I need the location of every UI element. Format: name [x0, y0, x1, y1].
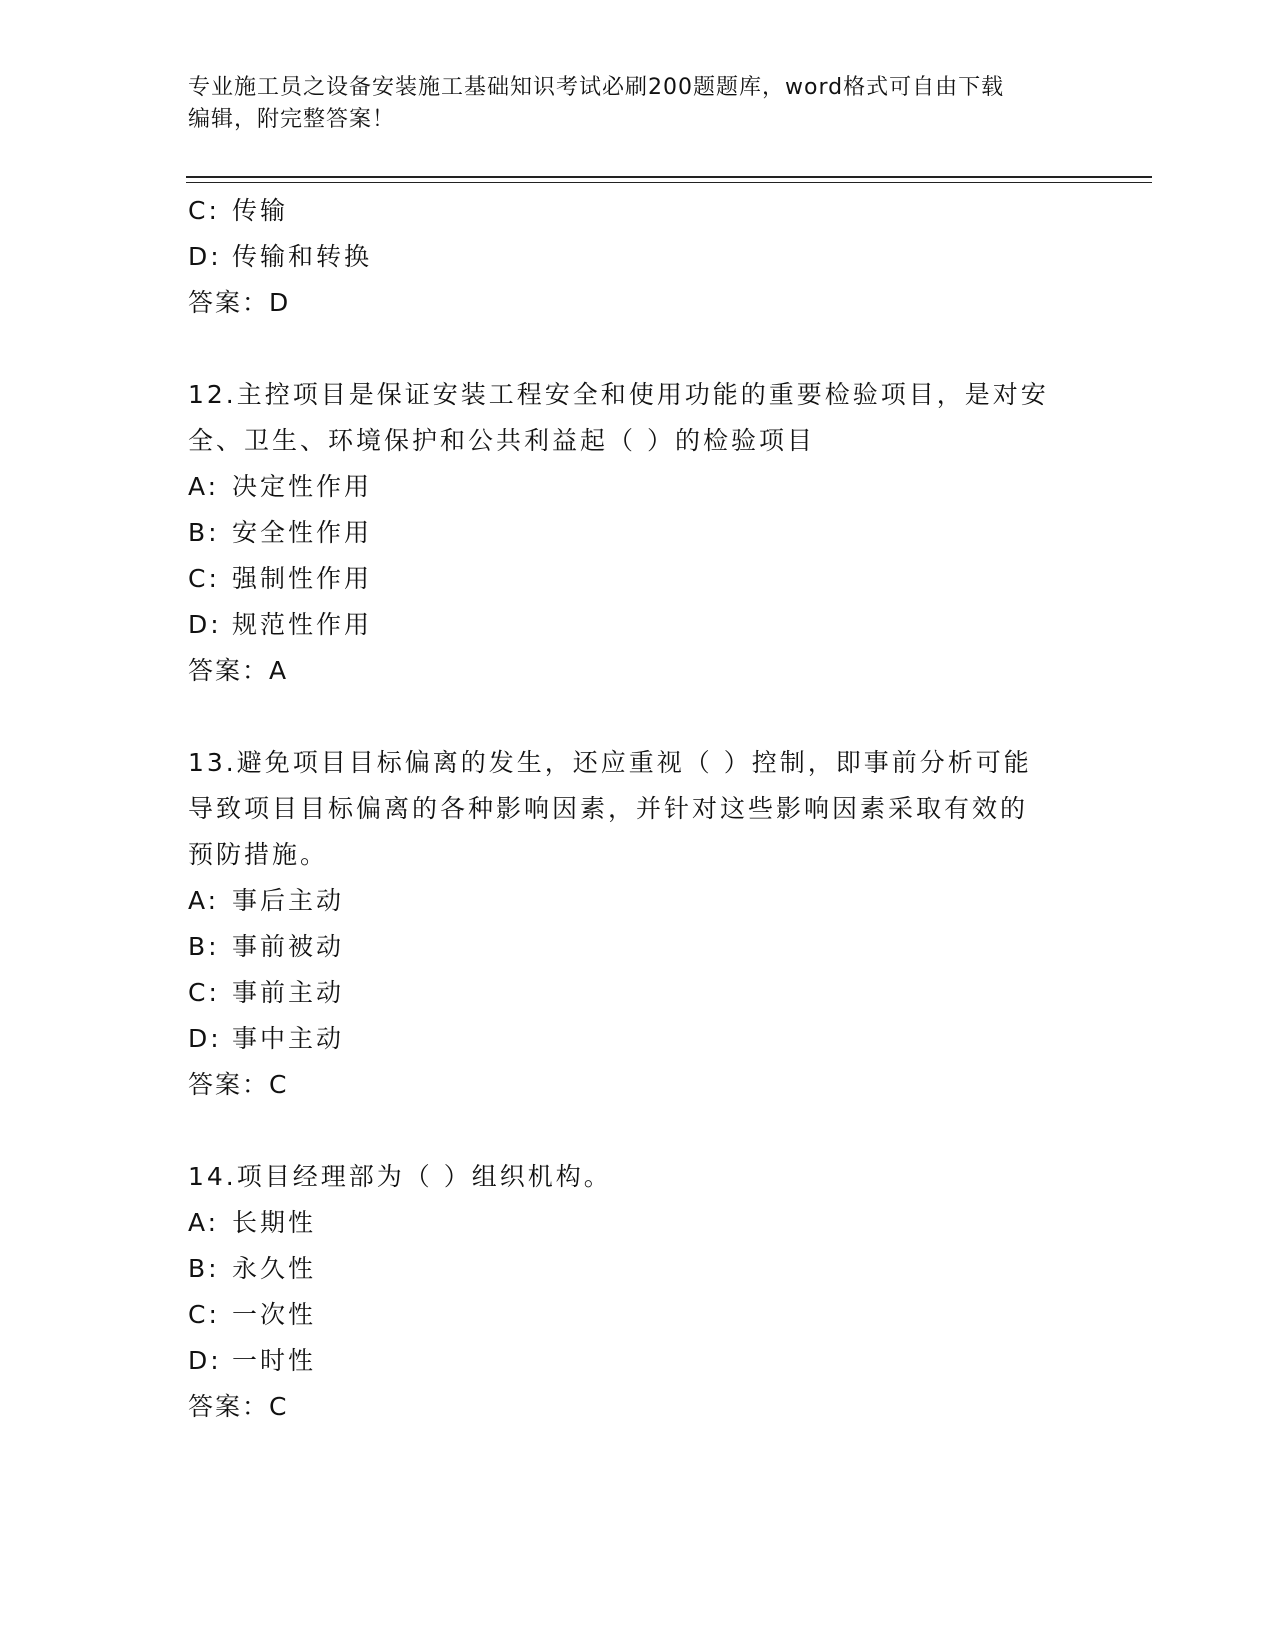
option-b — [188, 510, 1088, 556]
header-title-line-1: 专业施工员之设备安装施工基础知识考试必刷200题题库，word格式可自由下载 — [188, 75, 1005, 100]
option-text: 强制性作用 — [232, 564, 373, 593]
option-key: C: — [188, 564, 220, 593]
question-stem-line: 12.主控项目是保证安装工程安全和使用功能的重要检验项目，是对安 — [188, 380, 1049, 409]
header-divider-thick — [186, 176, 1152, 178]
option-text: 永久性 — [232, 1254, 317, 1283]
continued-question — [188, 188, 1088, 326]
option-text: 事中主动 — [232, 1024, 345, 1053]
option-d — [188, 1016, 1088, 1062]
option-key: A: — [188, 472, 220, 501]
question-stem-line: 14.项目经理部为（ ）组织机构。 — [188, 1162, 612, 1191]
question-stem-line: 13.避免项目目标偏离的发生，还应重视（ ）控制，即事前分析可能 — [188, 748, 1032, 777]
header-divider-thin — [186, 182, 1152, 183]
option-text: 长期性 — [232, 1208, 317, 1237]
option-key: C: — [188, 1300, 220, 1329]
option-c — [188, 1292, 1088, 1338]
question-14 — [188, 1154, 1088, 1430]
option-key: D: — [188, 242, 222, 271]
question-stem-line: 预防措施。 — [188, 840, 329, 869]
option-d — [188, 234, 1088, 280]
option-text: 一时性 — [232, 1346, 317, 1375]
option-text: 传输和转换 — [232, 242, 373, 271]
option-key: A: — [188, 886, 220, 915]
answer-line: 答案：D — [188, 288, 291, 317]
option-a — [188, 1200, 1088, 1246]
option-text: 规范性作用 — [232, 610, 373, 639]
option-d — [188, 602, 1088, 648]
option-b — [188, 924, 1088, 970]
option-text: 一次性 — [232, 1300, 317, 1329]
option-text: 事后主动 — [232, 886, 345, 915]
option-key: C: — [188, 978, 220, 1007]
option-key: B: — [188, 1254, 220, 1283]
option-key: B: — [188, 932, 220, 961]
option-key: C: — [188, 196, 220, 225]
answer-line: 答案：C — [188, 1070, 289, 1099]
option-b — [188, 1246, 1088, 1292]
answer-line: 答案：A — [188, 656, 289, 685]
document-header — [188, 72, 1078, 136]
header-title-line-2: 编辑，附完整答案！ — [188, 107, 396, 132]
option-key: D: — [188, 1346, 222, 1375]
option-text: 决定性作用 — [232, 472, 373, 501]
option-c — [188, 556, 1088, 602]
question-12 — [188, 372, 1088, 694]
question-13 — [188, 740, 1088, 1108]
option-c — [188, 970, 1088, 1016]
option-key: D: — [188, 1024, 222, 1053]
option-a — [188, 464, 1088, 510]
option-c — [188, 188, 1088, 234]
option-text: 事前被动 — [232, 932, 345, 961]
option-key: B: — [188, 518, 220, 547]
option-text: 传输 — [232, 196, 289, 225]
question-stem-line: 导致项目目标偏离的各种影响因素，并针对这些影响因素采取有效的 — [188, 794, 1029, 823]
option-text: 安全性作用 — [232, 518, 373, 547]
question-stem-line: 全、卫生、环境保护和公共利益起（ ）的检验项目 — [188, 426, 815, 455]
option-a — [188, 878, 1088, 924]
question-content — [188, 188, 1088, 1430]
option-d — [188, 1338, 1088, 1384]
option-key: A: — [188, 1208, 220, 1237]
option-key: D: — [188, 610, 222, 639]
option-text: 事前主动 — [232, 978, 345, 1007]
answer-line: 答案：C — [188, 1392, 289, 1421]
